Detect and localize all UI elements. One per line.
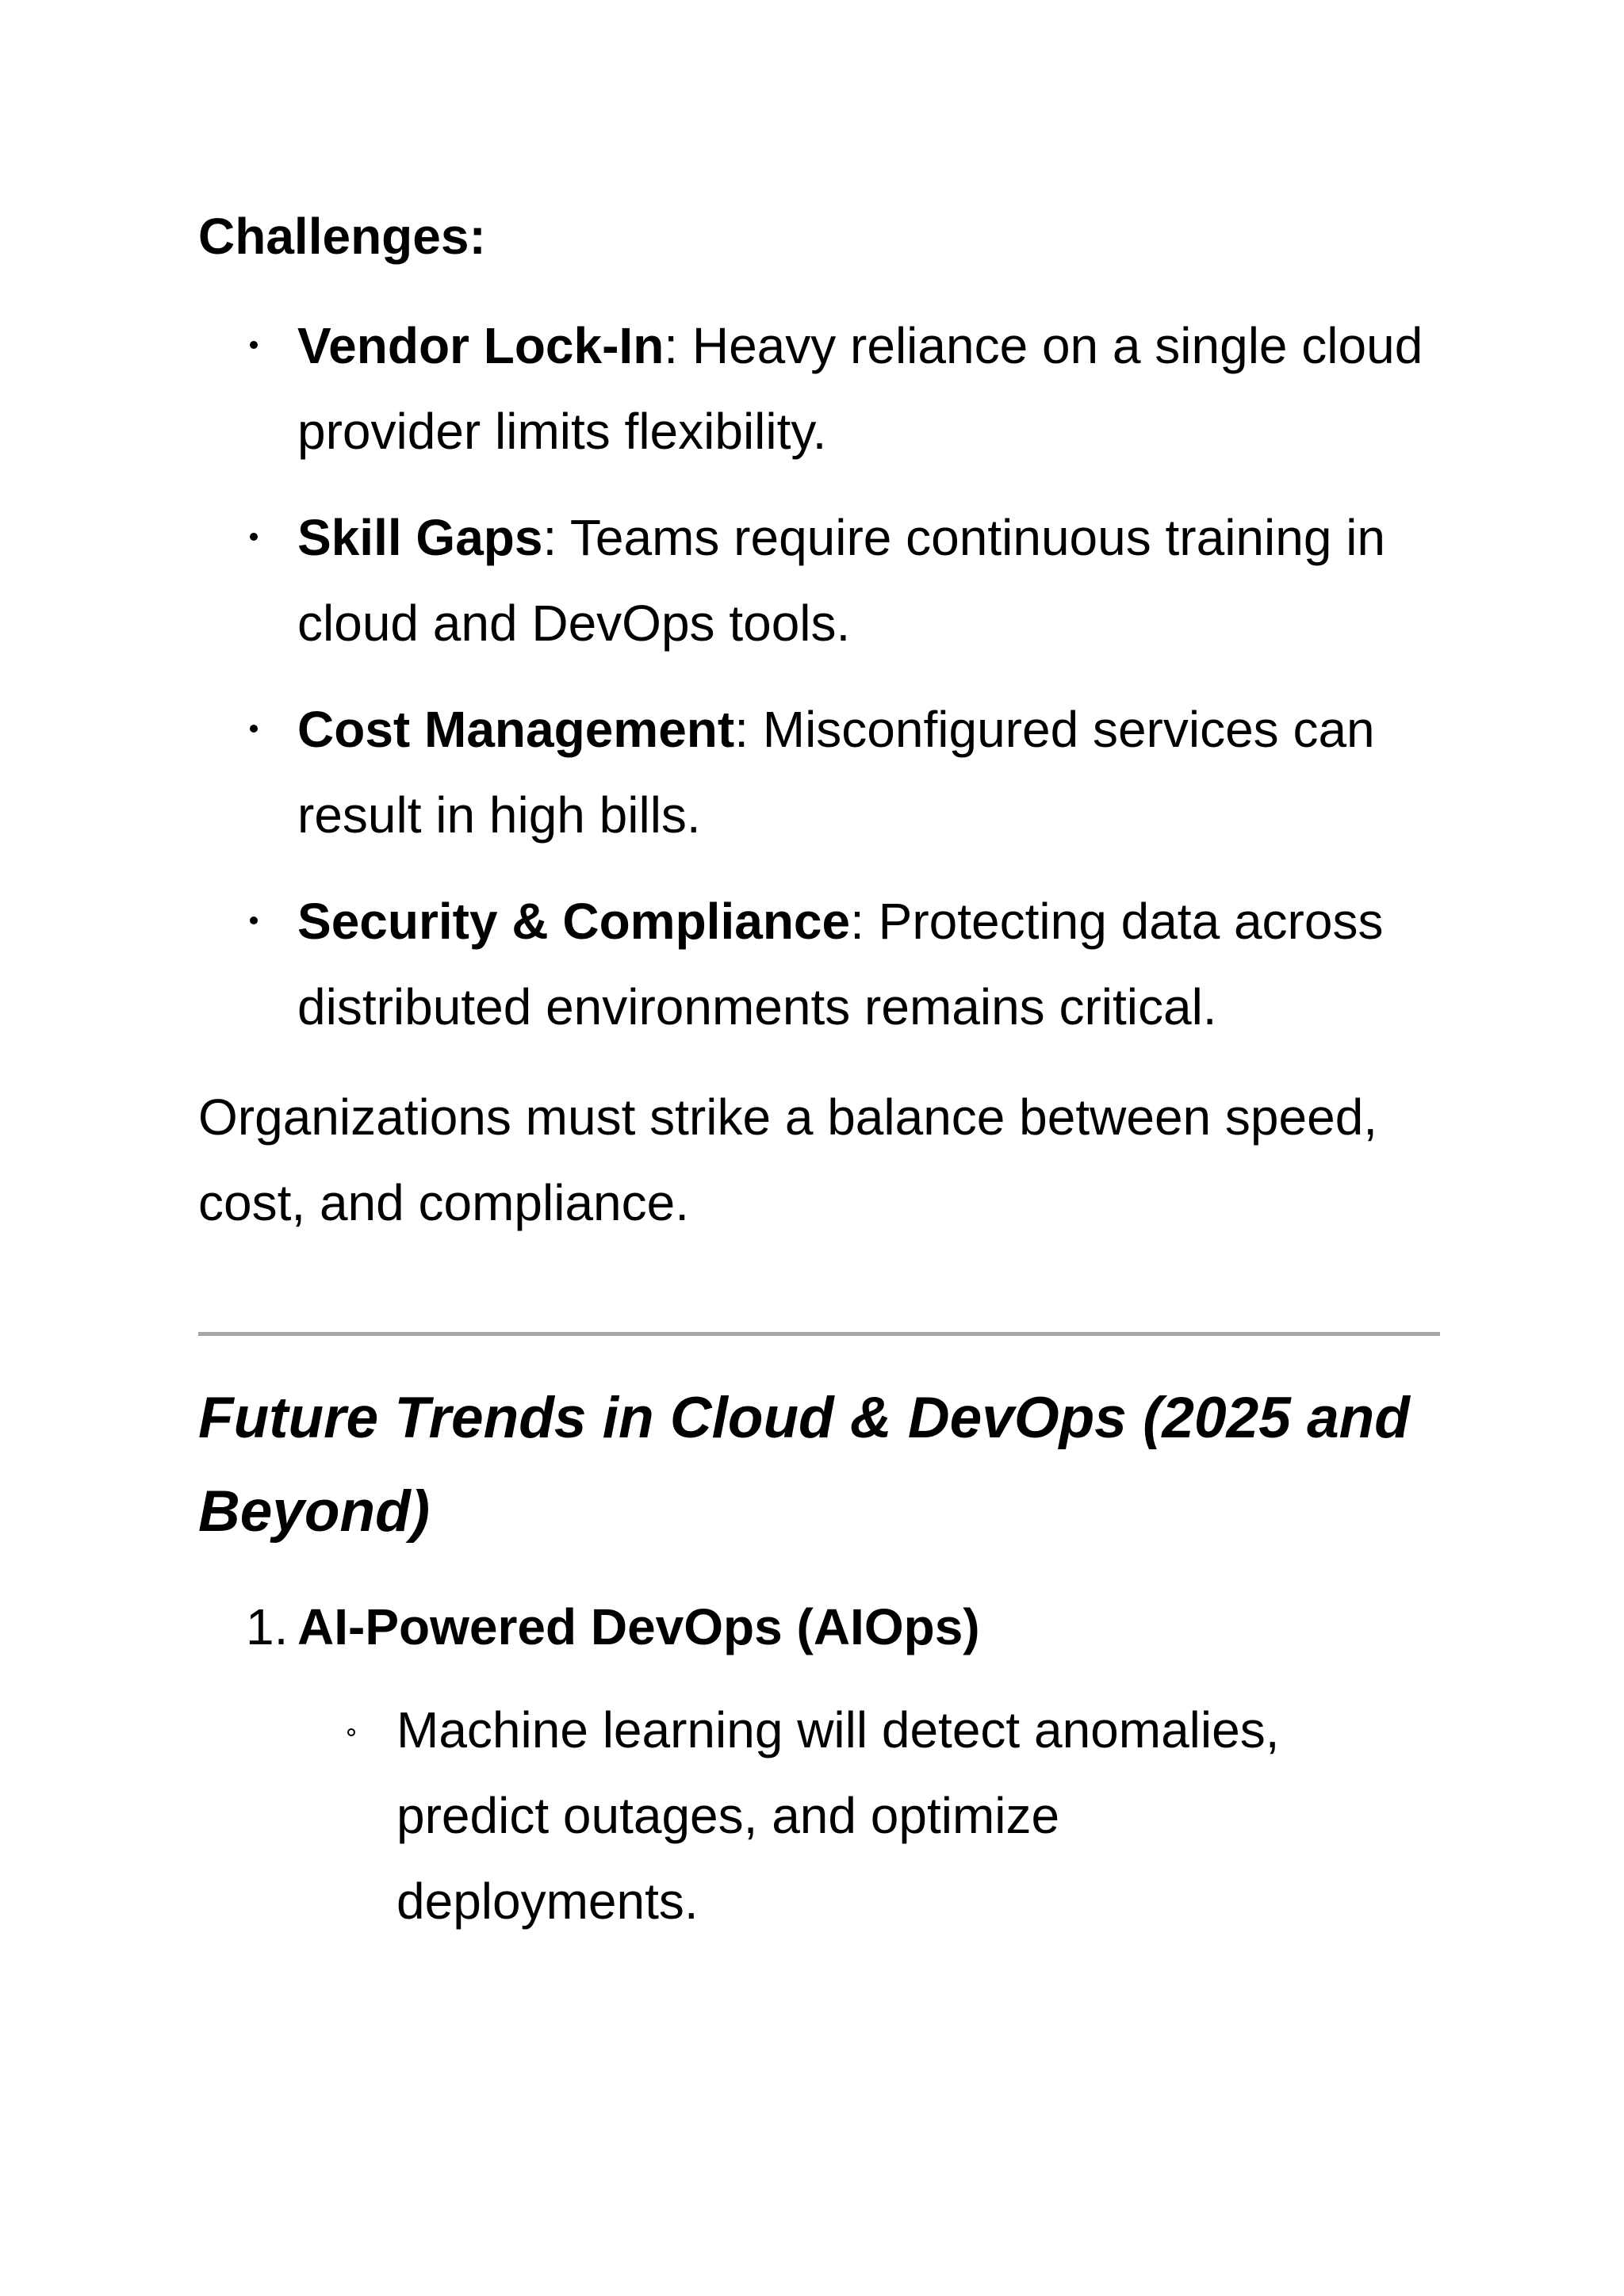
list-item (198, 303, 1443, 474)
bullet-icon (250, 533, 258, 541)
document-page (198, 0, 1443, 2296)
list-item (198, 687, 1443, 858)
challenges-closing-paragraph: Organizations must strike a balance between speed, cost, and compliance. (198, 1089, 1378, 1231)
challenge-description: : Protecting data across distributed environments remains critical. (297, 893, 1384, 1035)
list-item (198, 495, 1443, 666)
trends-list (198, 1584, 1443, 1944)
challenges-list (198, 303, 1443, 1070)
bullet-icon (250, 916, 258, 924)
trend-sub-list (297, 1687, 1443, 1944)
list-number: 1. (246, 1598, 289, 1655)
bullet-icon (250, 341, 258, 349)
horizontal-divider (198, 1332, 1440, 1336)
challenge-description: : Misconfigured services can result in high bills. (297, 701, 1375, 844)
challenge-term: Cost Management (297, 701, 735, 758)
challenges-heading: Challenges: (198, 208, 486, 265)
challenge-term: Skill Gaps (297, 509, 543, 566)
challenge-description: : Heavy reliance on a single cloud provider limits flexibility. (297, 317, 1423, 460)
trend-title: AI-Powered DevOps (AIOps) (297, 1598, 980, 1655)
list-item (198, 1584, 1443, 1944)
bullet-icon (250, 725, 258, 733)
trends-heading: Future Trends in Cloud & DevOps (2025 and Beyond) (198, 1386, 1410, 1544)
trend-detail: Machine learning will detect anomalies, predict outages, and optimize deployments. (396, 1701, 1280, 1930)
challenge-term: Vendor Lock-In (297, 317, 665, 374)
challenge-term: Security & Compliance (297, 893, 851, 950)
list-item (198, 878, 1443, 1050)
circle-bullet-icon (347, 1728, 355, 1736)
list-item (297, 1687, 1348, 1944)
challenge-description: : Teams require continuous training in cloud and DevOps tools. (297, 509, 1385, 652)
